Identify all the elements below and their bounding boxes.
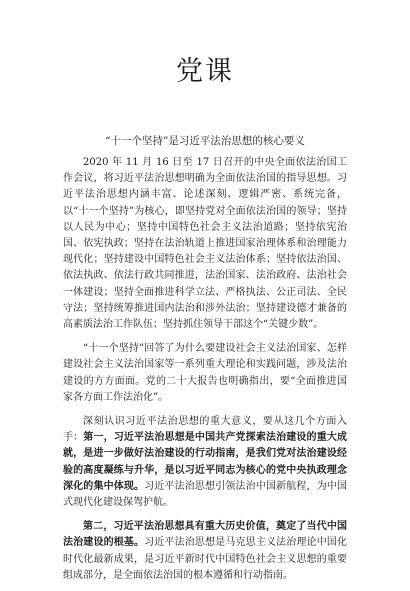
paragraph-3-rest: 习近平法治思想引领法治中国新航程，为中国式现代化建设保驾护航。 [63,480,348,509]
paragraph-3-intro: 深刻认识习近平法治思想的重大意义，要从这几个方面入手： [63,416,347,444]
paragraph-1: 2020 年 11 月 16 日至 17 日召开的中央全面依法治国工作会议，将习近平法治思想明确为全面依法治国的指导思想。习近平法治思想内涵丰富、论述深刻、逻辑严密、系统完备，以“十一个坚持”为核心，即坚持党对全面依法治国的领导；坚持以人民为中心；坚持中国特色社会主义法治道路；坚持依宪治国、依宪执政；坚持在法治轨道上推进国家治理体系和治理能力现代化；坚持建设中国特色社会主义法治体系；坚持依法治国、依法执政、依法行政共同推进，法治国家、法治政府、法治社会一体建设；坚持全面推进科学立法、严格执法、公正司法、全民守法；坚持统筹推进国内法治和涉外法治；坚持建设德才兼备的高素质法治工作队伍；坚持抓住领导干部这个“关键少数”。 [63,157,347,331]
document-title: 党课 [176,56,234,87]
document-body [63,155,347,591]
document-subtitle: “十一个坚持”是习近平法治思想的核心要义 [105,135,305,147]
paragraph-4 [63,519,347,584]
paragraph-3 [63,414,347,511]
paragraph-2: “十一个坚持”回答了为什么要建设社会主义法治国家、怎样建设社会主义法治国家等一系列重大理论和实践问题，涉及法治建设的方方面面。党的二十大报告也明确指出，要“全面推进国家各方面工作法治化”。 [63,343,347,403]
paragraph-4-rest: 习近平法治思想是马克思主义法治理论中国化时代化最新成果，是习近平新时代中国特色社会主义思想的重要组成部分，是全面依法治国的根本遵循和行动指南。 [63,537,348,581]
paragraph-3-bold: 第一，习近平法治思想是中国共产党探索法治建设的重大成就，是进一步做好法治建设的行动指南，是我们党对法治建设经验的高度凝练与升华，是以习近平同志为核心的党中央执政理念深化的集中体现。 [63,432,348,492]
paragraph-4-bold: 第二，习近平法治思想具有重大历史价值，奠定了当代中国法治建设的根基。 [63,521,347,549]
